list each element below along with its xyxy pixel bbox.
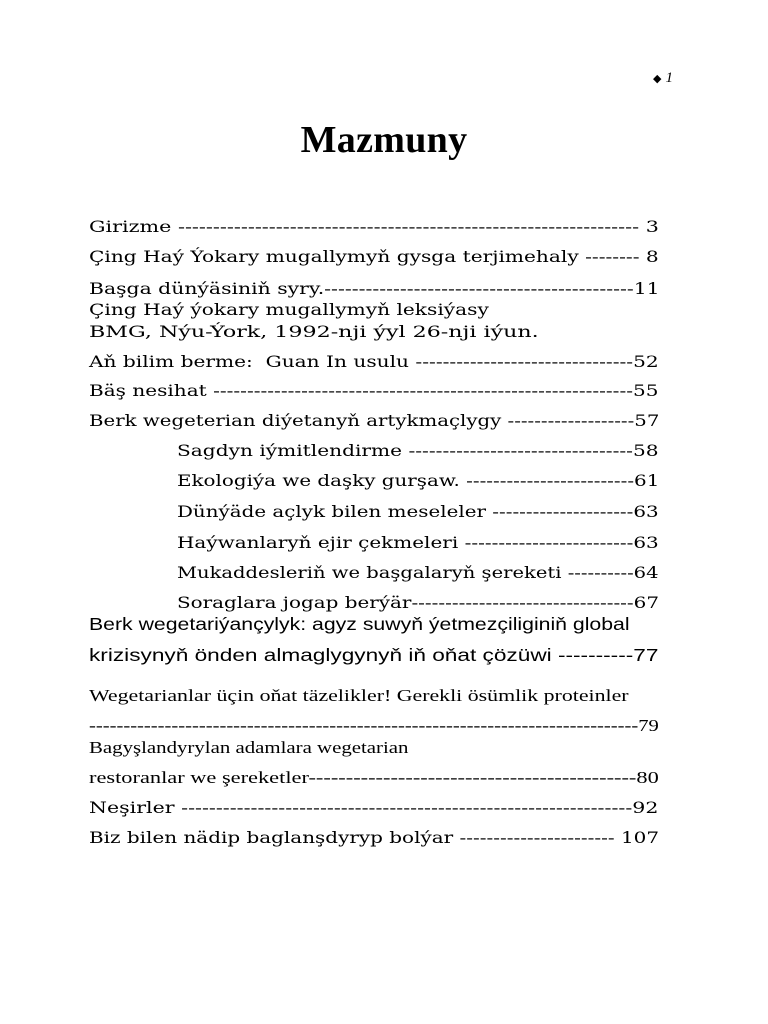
toc-entry-hunger: Dünýäde açlyk bilen meseleler ---------------------63 (177, 502, 659, 521)
toc-entry-lecture: Çing Haý ýokary mugallymyň leksiýasy (89, 300, 489, 319)
diamond-icon: ◆ (653, 73, 662, 85)
toc-entry-saints: Mukaddesleriň we başgalaryň şereketi ----------64 (177, 563, 659, 582)
toc-entry-protein: Wegetarianlar üçin oňat täzelikler! Gerekli ösümlik proteinler (89, 686, 629, 705)
toc-entry-water-crisis: Berk wegetariýançylyk: agyz suwyň ýetmezçiliginiň global (89, 614, 630, 634)
toc-entry-protein-page: --------------------------------------------------------------------------------79 (89, 716, 659, 735)
toc-entry-girizme: Girizme ------------------------------------------------------------------ 3 (89, 217, 659, 236)
toc-entry-restaurants-cont: restoranlar we şereketler--------------------------------------------80 (89, 768, 659, 787)
toc-entry-secret: Başga dünýäsiniň syry.---------------------------------------------11 (89, 279, 660, 298)
toc-entry-healthy-eating: Sagdyn iýmitlendirme ---------------------------------58 (177, 441, 659, 460)
toc-entry-water-crisis-cont: krizisynyň önden almaglygynyň iň oňat çözüwi ----------77 (89, 645, 659, 665)
page-number: ◆ 1 (653, 70, 673, 86)
page-title: Mazmuny (300, 119, 468, 161)
toc-entry-lecture-place: BMG, Nýu-Ýork, 1992-nji ýyl 26-nji iýun. (89, 322, 539, 341)
toc-entry-animals: Haýwanlaryň ejir çekmeleri -------------------------63 (177, 533, 659, 552)
toc-entry-guan-in: Aň bilim berme: Guan In usulu --------------------------------52 (89, 352, 659, 371)
toc-entry-vegan-diet: Berk wegeterian diýetanyň artykmaçlygy -------------------57 (89, 411, 660, 430)
toc-entry-qa: Soraglara jogap berýär---------------------------------67 (177, 593, 660, 612)
toc-entry-restaurants: Bagyşlandyrylan adamlara wegetarian (89, 738, 409, 757)
toc-entry-ecology: Ekologiýa we daşky gurşaw. -------------------------61 (177, 471, 660, 490)
toc-entry-publishers: Neşirler -----------------------------------------------------------------92 (89, 798, 659, 817)
toc-entry-precepts: Bäş nesihat --------------------------------------------------------------55 (89, 381, 659, 400)
toc-entry-contact: Biz bilen nädip baglanşdyryp bolýar ----------------------- 107 (89, 828, 660, 847)
toc-entry-biography: Çing Haý Ýokary mugallymyň gysga terjimehaly -------- 8 (89, 247, 659, 266)
